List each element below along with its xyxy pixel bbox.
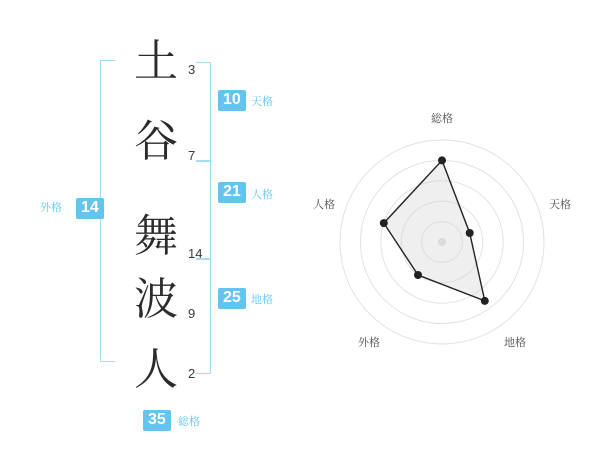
radar-data-point: [414, 271, 422, 279]
name-analysis-panel: [0, 0, 300, 470]
score-badge-gaikaku: 14: [76, 198, 104, 219]
radar-axis-label: 総格: [431, 113, 453, 125]
radar-axis-label: 地格: [504, 337, 526, 349]
kanji-char-5: 人: [134, 345, 178, 394]
jinkaku-bracket: [196, 160, 211, 260]
radar-data-point: [466, 229, 474, 237]
stroke-count-4: 9: [188, 306, 196, 321]
radar-axis-label: 天格: [549, 199, 571, 211]
score-label-chikaku: 地格: [251, 294, 273, 306]
score-badge-tenkaku: 10: [218, 90, 246, 111]
radar-chart: [300, 0, 600, 470]
radar-data-point: [481, 297, 489, 305]
radar-axis-label: 外格: [358, 337, 380, 349]
stroke-count-1: 3: [188, 62, 196, 77]
score-badge-jinkaku: 21: [218, 182, 246, 203]
radar-chart-svg: [300, 0, 600, 470]
tenkaku-bracket: [196, 62, 211, 162]
stroke-count-2: 7: [188, 148, 196, 163]
radar-data-point: [438, 156, 446, 164]
stroke-count-3: 14: [188, 246, 203, 261]
score-badge-chikaku: 25: [218, 288, 246, 309]
radar-data-point: [380, 219, 388, 227]
kanji-char-1: 土: [134, 37, 178, 86]
score-label-gaikaku: 外格: [40, 202, 62, 214]
score-badge-soukaku: 35: [143, 410, 171, 431]
kanji-char-3: 舞: [134, 212, 178, 261]
score-label-tenkaku: 天格: [251, 96, 273, 108]
score-label-soukaku: 総格: [178, 416, 200, 428]
chikaku-bracket: [196, 258, 211, 374]
kanji-char-4: 波: [134, 275, 178, 324]
radar-axis-label: 人格: [313, 199, 335, 211]
score-label-jinkaku: 人格: [251, 189, 273, 201]
kanji-char-2: 谷: [134, 117, 178, 166]
stroke-count-5: 2: [188, 366, 196, 381]
